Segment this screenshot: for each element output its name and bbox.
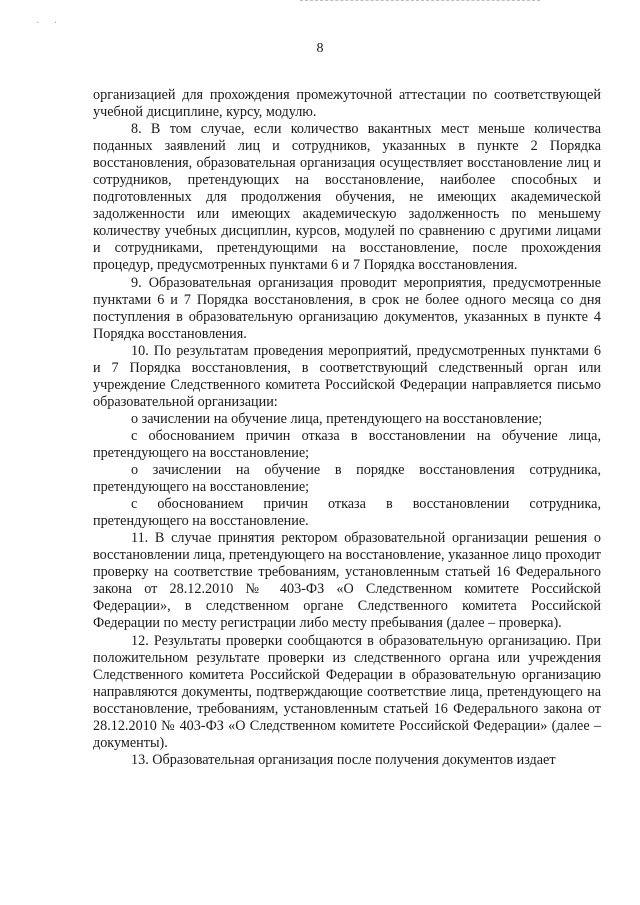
paragraph-13: 13. Образовательная организация после получения документов издает [131,751,556,768]
letter-item-enrollment-person: о зачислении на обучение лица, претендующего на восстановление; [131,410,543,427]
letter-item-refusal-person: с обоснованием причин отказа в восстановлении на обучение лица, претендующего на восстановление; [93,427,601,461]
paragraph-10: 10. По результатам проведения мероприятий, предусмотренных пунктами 6 и 7 Порядка восстановления, в соответствующий следственный орган или учреждение Следственного комитета Российской Федерации направляется письмо образовательной организации: [93,342,601,410]
letter-item-enrollment-employee: о зачислении на обучение в порядке восстановления сотрудника, претендующего на восстановление; [93,462,601,496]
scan-artifact: · · [36,18,64,29]
page-number: 8 [316,41,324,56]
scan-edge-line [300,0,540,3]
paragraph-11: 11. В случае принятия ректором образовательной организации решения о восстановлении лица, претендующего на восстановление, указанное лицо проходит проверку на соответствие требованиям, установленным статьей 16 Федерального закона от 28.12.2010 № 403-ФЗ «О Следственном комитете Российской Федерации», в следственном органе Следственного комитета Российской Федерации по месту регистрации либо месту пребывания (далее – проверка). [93,530,601,632]
paragraph-continuation: организацией для прохождения промежуточной аттестации по соответствующей учебной дисциплине, курсу, модулю. [93,87,601,121]
paragraph-9: 9. Образовательная организация проводит мероприятия, предусмотренные пунктами 6 и 7 Порядка восстановления, в срок не более одного месяца со дня поступления в образовательную организацию документов, указанных в пункте 4 Порядка восстановления. [93,274,601,342]
paragraph-12: 12. Результаты проверки сообщаются в образовательную организацию. При положительном результате проверки из следственного органа или учреждения Следственного комитета Российской Федерации в образовательную организацию направляются документы, подтверждающие соответствие лица, претендующего на восстановление, требованиям, установленным статьей 16 Федерального закона от 28.12.2010 № 403-ФЗ «О Следственном комитете Российской Федерации» (далее – документы). [93,632,601,751]
paragraph-8: 8. В том случае, если количество вакантных мест меньше количества поданных заявлений лиц и сотрудников, указанных в пункте 2 Порядка восстановления, образовательная организация осуществляет восстановление лиц и сотрудников, претендующих на восстановление, наиболее способных и подготовленных для продолжения обучения, не имеющих академической задолженности или имеющих академическую задолженность по меньшему количеству учебных дисциплин, курсов, модулей по сравнению с другими лицами и сотрудниками, претендующими на восстановление, после прохождения процедур, предусмотренных пунктами 6 и 7 Порядка восстановления. [93,121,601,274]
document-body [93,87,601,769]
letter-item-refusal-employee: с обоснованием причин отказа в восстановлении сотрудника, претендующего на восстановление. [93,496,601,530]
